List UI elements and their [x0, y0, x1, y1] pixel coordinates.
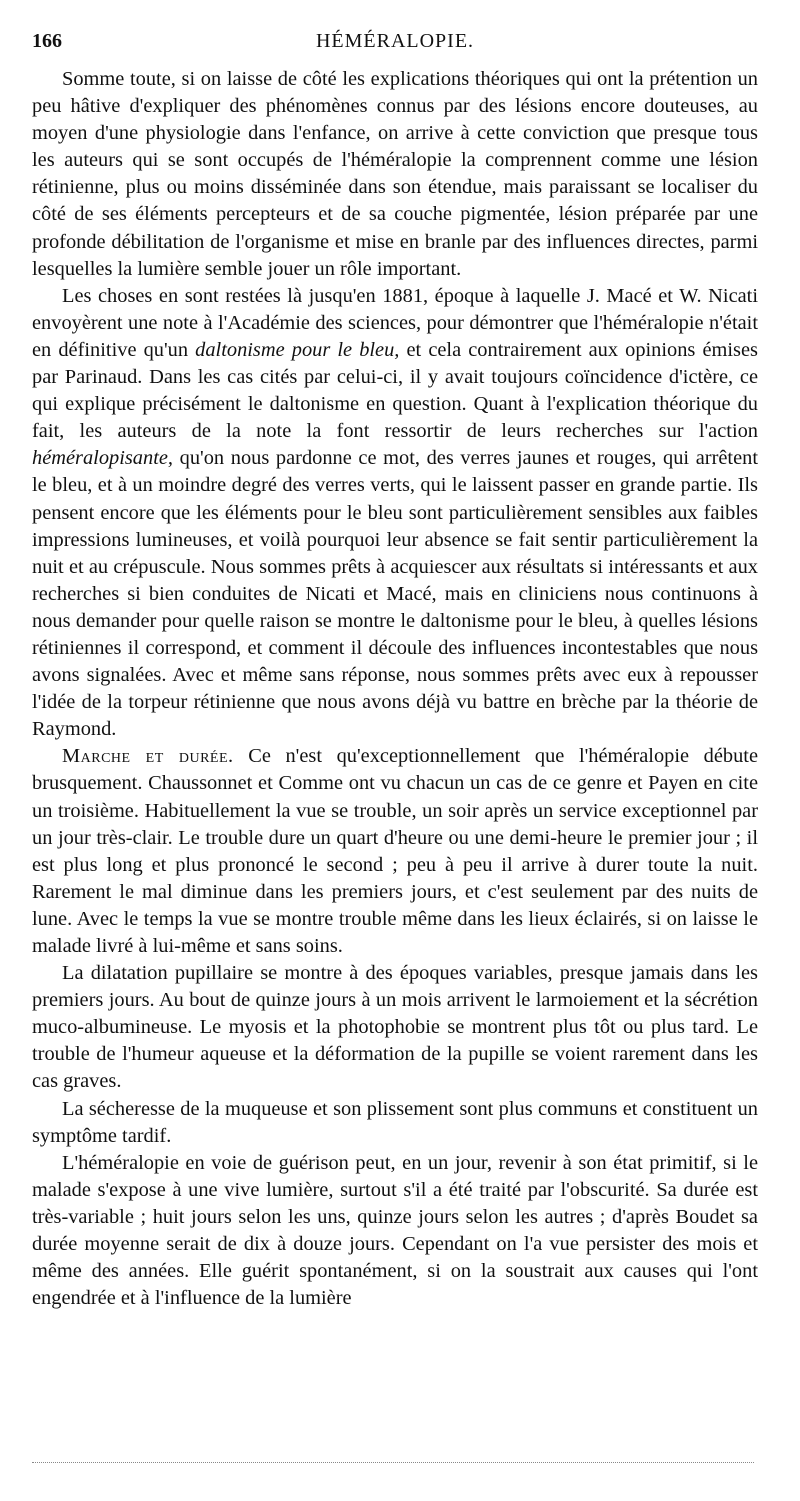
paragraph-2-text-2: et cela contrairement aux opinions émises par Parinaud. Dans les cas cités par celui-ci, il y avait toujours coïncidence d'ictère, ce qui explique précisément le daltonisme en question. Quant à l'explication théorique du fait, les auteurs de la note la font ressortir de leurs recherches sur l'action	[32, 338, 758, 443]
body-text	[32, 66, 758, 1312]
paragraph-3	[32, 743, 758, 960]
paragraph-2-text-1: Les choses en sont restées là jusqu'en 1881, époque à laquelle J. Macé et W. Nicati envoyèrent une note à l'Académie des sciences, pour démontrer que l'héméralopie n'était en définitive qu'un	[32, 284, 758, 361]
emphasis-daltonisme: daltonisme pour le bleu,	[195, 338, 400, 361]
paragraph-3-text: Ce n'est qu'exceptionnellement que l'héméralopie débute brusquement. Chaussonnet et Comme ont vu chacun un cas de ce genre et Payen en cite un troisième. Habituellement la vue se trouble, un soir après un service exceptionnel par un jour très-clair. Le trouble dure un quart d'heure ou une demi-heure le premier jour ; il est plus long et plus prononcé le second ; peu à peu il arrive à durer toute la nuit. Rarement le mal diminue dans les premiers jours, et c'est seulement par des nuits de lune. Avec le temps la vue se montre trouble même dans les lieux éclairés, si on laisse le malade livré à lui-même et sans soins.	[32, 745, 758, 957]
page	[32, 30, 758, 1312]
paragraph-1: Somme toute, si on laisse de côté les explications théoriques qui ont la prétention un peu hâtive d'expliquer des phénomènes connus par des lésions encore douteuses, au moyen d'une physiologie dans l'enfance, on arrive à cette conviction que presque tous les auteurs qui se sont occupés de l'héméralopie la comprennent comme une lésion rétinienne, plus ou moins disséminée dans son étendue, mais paraissant se localiser du côté de ses éléments percepteurs et de sa couche pigmentée, lésion préparée par une profonde débilitation de l'organisme et mise en branle par des influences directes, parmi lesquelles la lumière semble jouer un rôle important.	[32, 68, 758, 280]
paragraph-4: La dilatation pupillaire se montre à des époques variables, presque jamais dans les premiers jours. Au bout de quinze jours à un mois arrivent le larmoiement et la sécrétion muco-albumineuse. Le myosis et la photophobie se montrent plus tôt ou plus tard. Le trouble de l'humeur aqueuse et la déformation de la pupille se voient rarement dans les cas graves.	[32, 962, 758, 1093]
page-header	[32, 30, 758, 60]
section-heading-marche-et-duree: Marche et durée.	[62, 745, 234, 768]
page-number: 166	[32, 30, 62, 52]
paragraph-5: La sécheresse de la muqueuse et son plissement sont plus communs et constituent un symptôme tardif.	[32, 1097, 758, 1147]
paragraph-2-text-3: qu'on nous pardonne ce mot, des verres jaunes et rouges, qui arrêtent le bleu, et à un moindre degré des verres verts, qui le laissent passer en grande partie. Ils pensent encore que les éléments pour le bleu sont particulièrement sensibles aux faibles impressions lumineuses, et voilà pourquoi leur absence se fait sentir particulièrement la nuit et au crépuscule. Nous sommes prêts à acquiescer aux résultats si intéressants et aux recherches si bien conduites de Nicati et Macé, mais en cliniciens nous continuons à nous demander pour quelle raison se montre le daltonisme pour le bleu, à quelles lésions rétiniennes il correspond, et comment il découle des influences incontestables que nous avons signalées. Avec et même sans réponse, nous sommes prêts avec eux à repousser l'idée de la torpeur rétinienne que nous avons déjà vu battre en brèche par la théorie de Raymond.	[32, 447, 758, 741]
bottom-dotted-rule	[32, 1462, 754, 1463]
paragraph-2	[32, 283, 758, 744]
emphasis-hemeralopisante: héméralopisante,	[32, 447, 174, 470]
running-title: HÉMÉRALOPIE.	[315, 30, 475, 52]
paragraph-6: L'héméralopie en voie de guérison peut, en un jour, revenir à son état primitif, si le malade s'expose à une vive lumière, surtout s'il a été traité par l'obscurité. Sa durée est très-variable ; huit jours selon les uns, quinze jours selon les autres ; d'après Boudet sa durée moyenne serait de dix à douze jours. Cependant on l'a vue persister des mois et même des années. Elle guérit spontanément, si on la soustrait aux causes qui l'ont engendrée et à l'influence de la lumière	[32, 1151, 758, 1310]
